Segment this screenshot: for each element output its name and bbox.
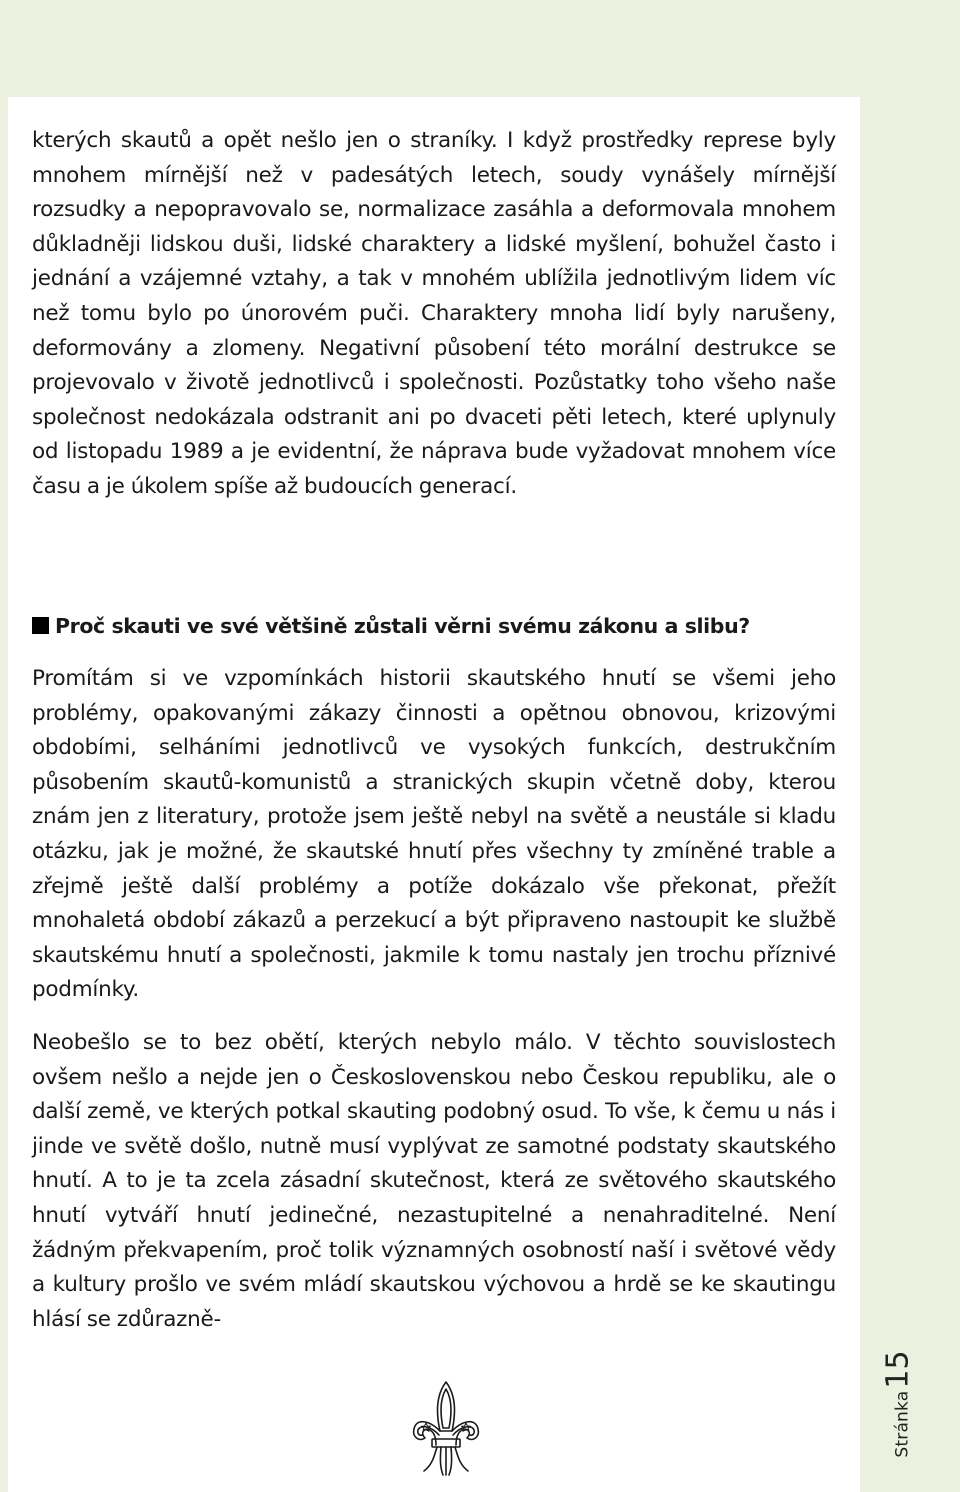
document-page [8, 97, 860, 1492]
fleur-de-lis-icon [410, 1379, 482, 1479]
paragraph-3: Neobešlo se to bez obětí, kterých nebylo málo. V těchto souvislostech ovšem nešlo a nejde jen o Československou nebo Českou republiku, ale o další země, ve kterých potkal skauting podobný osud. To vše, k čemu u nás i jinde ve světě došlo, nutně musí vyplývat ze samotné podstaty skautského hnutí. A to je ta zcela zásadní skutečnost, která ze světového skautského hnutí vytváří hnutí jedinečné, nezastupitelné a nenahraditelné. Není žádným překvapením, proč tolik významných osobností naší i světové vědy a kultury prošlo ve svém mládí skautskou výchovou a hrdě se ke skautingu hlásí se zdůrazně- [32, 1030, 836, 1332]
black-square-bullet-icon [32, 617, 49, 634]
paragraph-2: Promítám si ve vzpomínkách historii skautského hnutí se všemi jeho problémy, opakovanými zákazy činnosti a opětnou obnovou, krizovými obdobími, selháními jednotlivců ve vysokých funkcích, destrukčním působením skautů-komunistů a stranických skupin včetně doby, kterou znám jen z literatury, protože jsem ještě nebyl na světě a neustále si kladu otázku, jak je možné, že skautské hnutí přes všechny ty zmíněné trable a zřejmě ještě další problémy a potíže dokázalo vše překonat, přežít mnohaletá období zákazů a perzekucí a být připraveno nastoupit ke službě skautskému hnutí a společnosti, jakmile k tomu nastaly jen trochu příznivé podmínky. [32, 666, 836, 1003]
paragraph-1: kterých skautů a opět nešlo jen o straníky. I když prostředky represe byly mnohem mírnější než v padesátých letech, soudy vynášely mírnější rozsudky a nepopravovalo se, normalizace zasáhla a deformovala mnohem důkladněji lidskou duši, lidské charaktery a lidské myšlení, bohužel často i jednání a vzájemné vztahy, a tak v mnohém ublížila jednotlivým lidem víc než tomu bylo po únorovém puči. Charaktery mnoha lidí byly narušeny, deformovány a zlomeny. Negativní působení této morální destrukce se projevovalo v životě jednotlivců i společnosti. Pozůstatky toho všeho naše společnost nedokázala odstranit ani po dvaceti pěti letech, které uplynuly od listopadu 1989 a je evidentní, že náprava bude vyžadovat mnohem více času a je úkolem spíše až budoucích generací. [32, 128, 836, 499]
section-heading-text: Proč skauti ve své většině zůstali věrni svému zákonu a slibu? [55, 614, 750, 638]
page-number: 15 [880, 1350, 916, 1389]
page-number-label [873, 1344, 923, 1464]
page-word: Stránka [892, 1390, 913, 1458]
section-heading [32, 611, 844, 641]
